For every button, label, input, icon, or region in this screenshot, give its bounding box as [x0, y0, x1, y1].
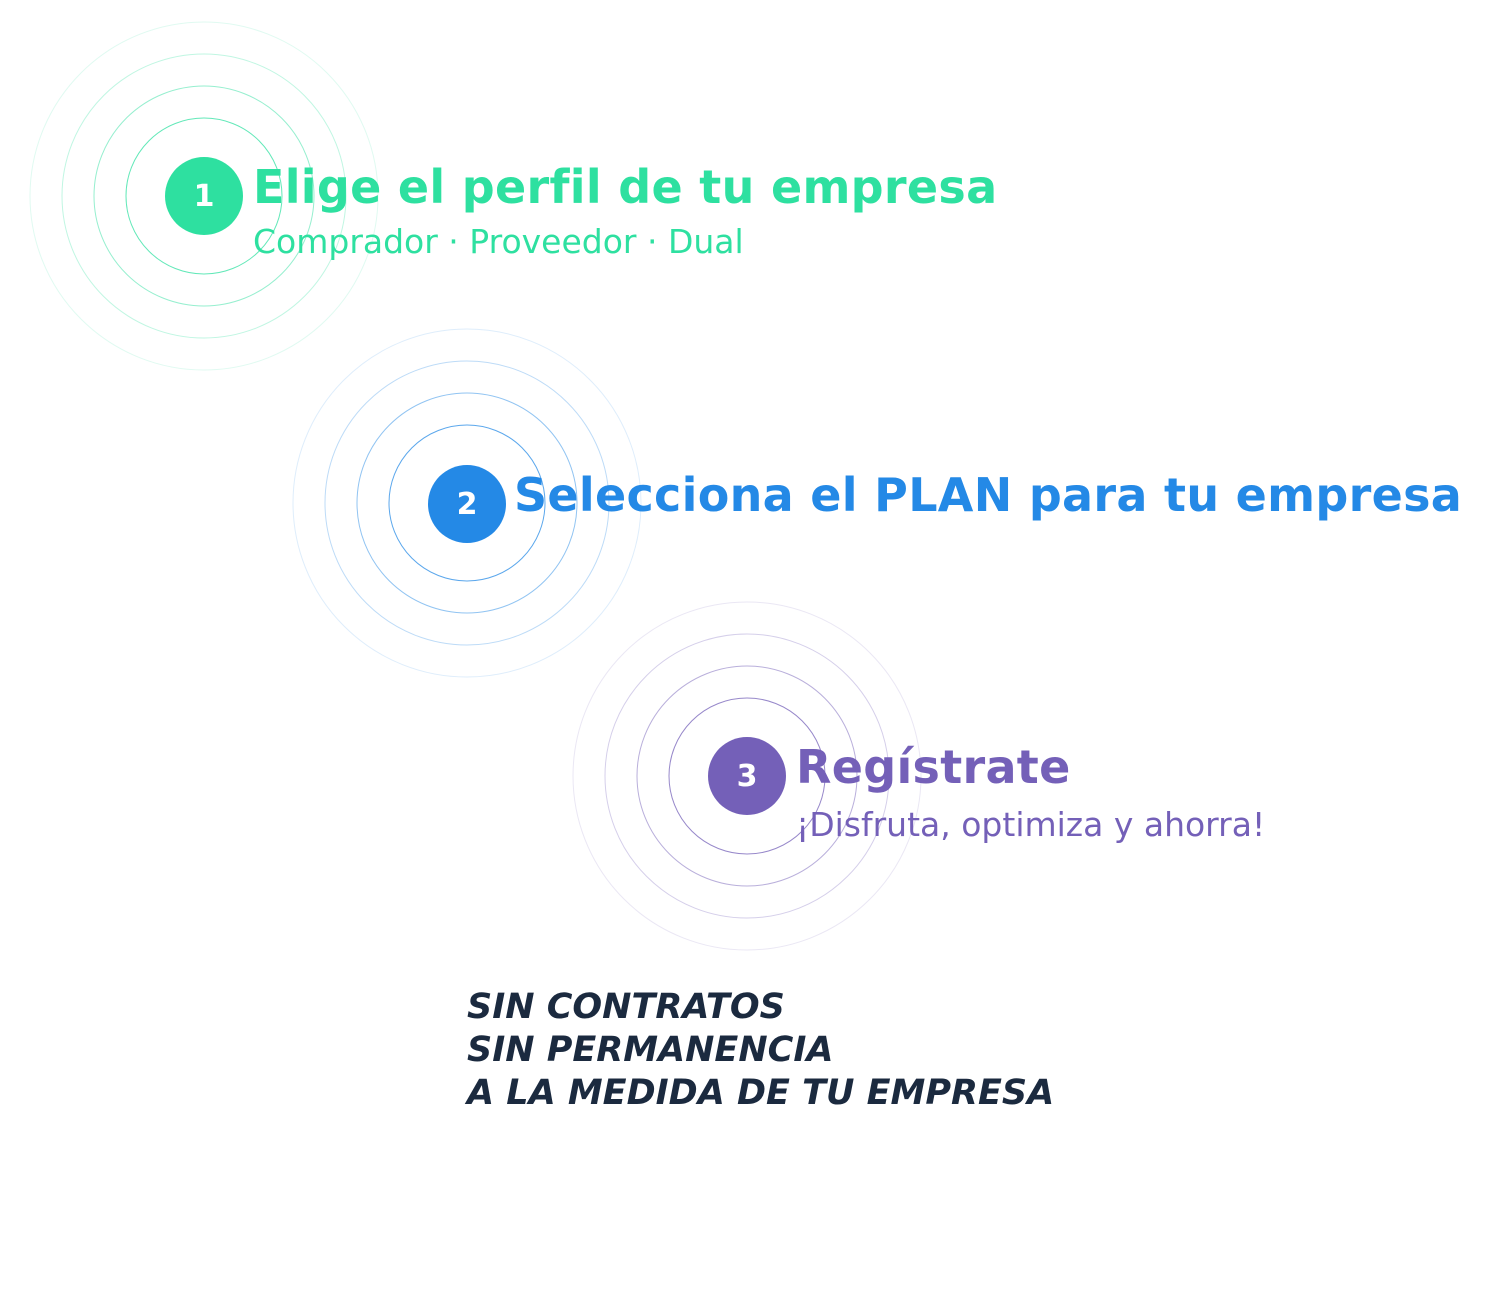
step-1-number: 1: [193, 178, 215, 214]
step-3-number-badge: [708, 737, 786, 815]
tagline-line-2: SIN PERMANENCIA: [467, 1030, 834, 1070]
tagline-line-1: SIN CONTRATOS: [467, 987, 785, 1027]
step-1-subtitle: Comprador · Proveedor · Dual: [253, 222, 744, 261]
step-3-number: 3: [736, 758, 758, 794]
tagline-line-3: A LA MEDIDA DE TU EMPRESA: [467, 1073, 1055, 1113]
step-3-subtitle: ¡Disfruta, optimiza y ahorra!: [796, 805, 1266, 844]
step-2-title: Selecciona el PLAN para tu empresa: [514, 468, 1463, 522]
step-1-title: Elige el perfil de tu empresa: [253, 160, 998, 214]
step-2-number: 2: [456, 486, 478, 522]
tagline: [467, 986, 1054, 1115]
step-3-title: Regístrate: [796, 740, 1071, 794]
